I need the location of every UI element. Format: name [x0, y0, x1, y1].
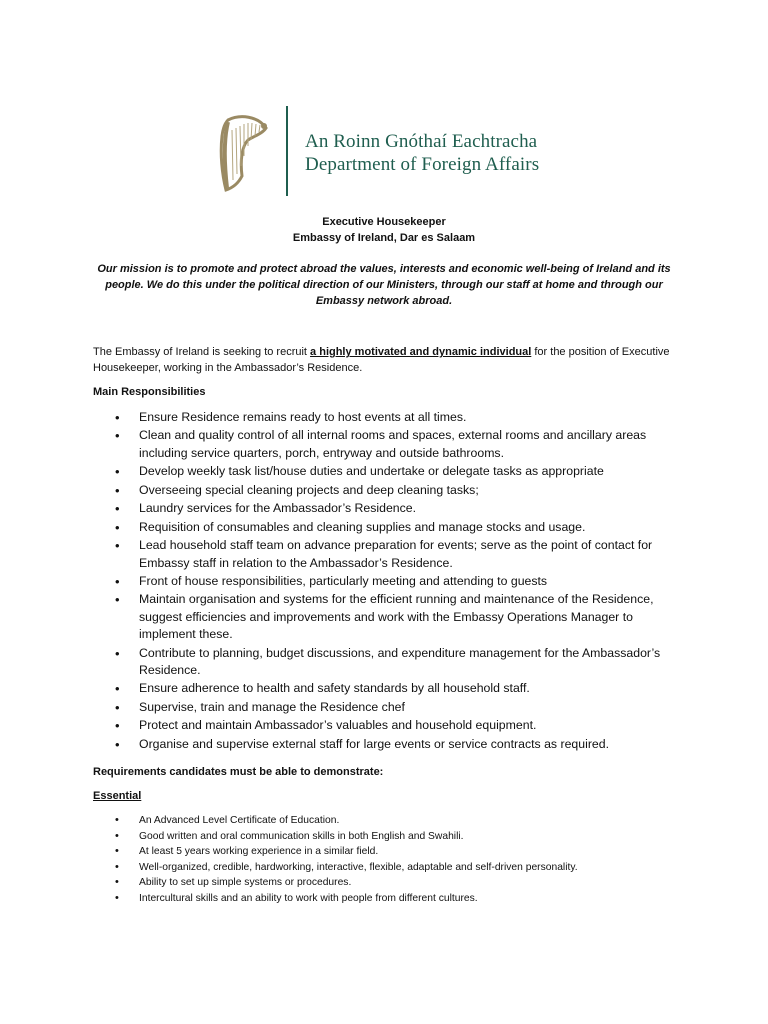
- list-item: • At least 5 years working experience in a similar field.: [93, 844, 693, 860]
- list-item: • Requisition of consumables and cleaning supplies and manage stocks and usage.: [93, 519, 693, 536]
- intro-highlight: a highly motivated and dynamic individual: [310, 346, 532, 358]
- list-item: • Organise and supervise external staff for large events or service contracts as required.: [93, 736, 693, 753]
- job-location: Embassy of Ireland, Dar es Salaam: [292, 232, 476, 244]
- list-item: • Laundry services for the Ambassador’s Residence.: [93, 500, 693, 517]
- list-item: • Overseeing special cleaning projects and deep cleaning tasks;: [93, 482, 693, 499]
- list-item: • Clean and quality control of all internal rooms and spaces, external rooms and ancillary areas including service quarters, porch, entryway and outside bathrooms.: [93, 427, 693, 462]
- list-item: • Good written and oral communication skills in both English and Swahili.: [93, 829, 693, 845]
- responsibilities-list: [93, 409, 693, 754]
- list-item: • Intercultural skills and an ability to work with people from different cultures.: [93, 891, 693, 907]
- mission-statement: Our mission is to promote and protect abroad the values, interests and economic well-being of Ireland and its people. We do this under the political direction of our Ministers, through our staff at home and through our Embassy network abroad.: [97, 263, 671, 307]
- list-item: • Develop weekly task list/house duties and undertake or delegate tasks as appropriate: [93, 463, 693, 480]
- intro-text-start: The Embassy of Ireland is seeking to recruit: [93, 346, 311, 358]
- list-item: • Front of house responsibilities, particularly meeting and attending to guests: [93, 573, 693, 590]
- list-item: • Ensure adherence to health and safety standards by all household staff.: [93, 680, 693, 697]
- job-title: Executive Housekeeper: [322, 216, 446, 228]
- harp-icon: [218, 114, 270, 192]
- intro-paragraph: [93, 344, 673, 376]
- requirements-heading: Requirements candidates must be able to demonstrate:: [93, 766, 384, 778]
- list-item: • Maintain organisation and systems for the efficient running and maintenance of the Residence, suggest efficiencies and improvements and work with the Embassy Operations Manager to implement these.: [93, 591, 693, 643]
- logo-divider: [286, 106, 288, 196]
- list-item: • Protect and maintain Ambassador’s valuables and household equipment.: [93, 717, 693, 734]
- list-item: • Supervise, train and manage the Residence chef: [93, 699, 693, 716]
- list-item: • Lead household staff team on advance preparation for events; serve as the point of contact for Embassy staff in relation to the Ambassador’s Residence.: [93, 537, 693, 572]
- list-item: • Well-organized, credible, hardworking, interactive, flexible, adaptable and self-driven personality.: [93, 860, 693, 876]
- list-item: • An Advanced Level Certificate of Education.: [93, 813, 693, 829]
- list-item: • Ability to set up simple systems or procedures.: [93, 875, 693, 891]
- dfa-logo-header: [218, 106, 618, 196]
- list-item: • Ensure Residence remains ready to host events at all times.: [93, 409, 693, 426]
- org-name-irish: An Roinn Gnóthaí Eachtracha: [305, 131, 538, 152]
- intro-text-end: for the position of Executive Housekeeper, working in the Ambassador’s Residence.: [93, 346, 670, 374]
- essential-list: [93, 813, 693, 906]
- main-responsibilities-heading: Main Responsibilities: [93, 386, 206, 398]
- list-item: • Contribute to planning, budget discussions, and expenditure management for the Ambassador’s Residence.: [93, 645, 693, 680]
- org-name-english: Department of Foreign Affairs: [305, 154, 540, 175]
- essential-heading: Essential: [93, 790, 142, 802]
